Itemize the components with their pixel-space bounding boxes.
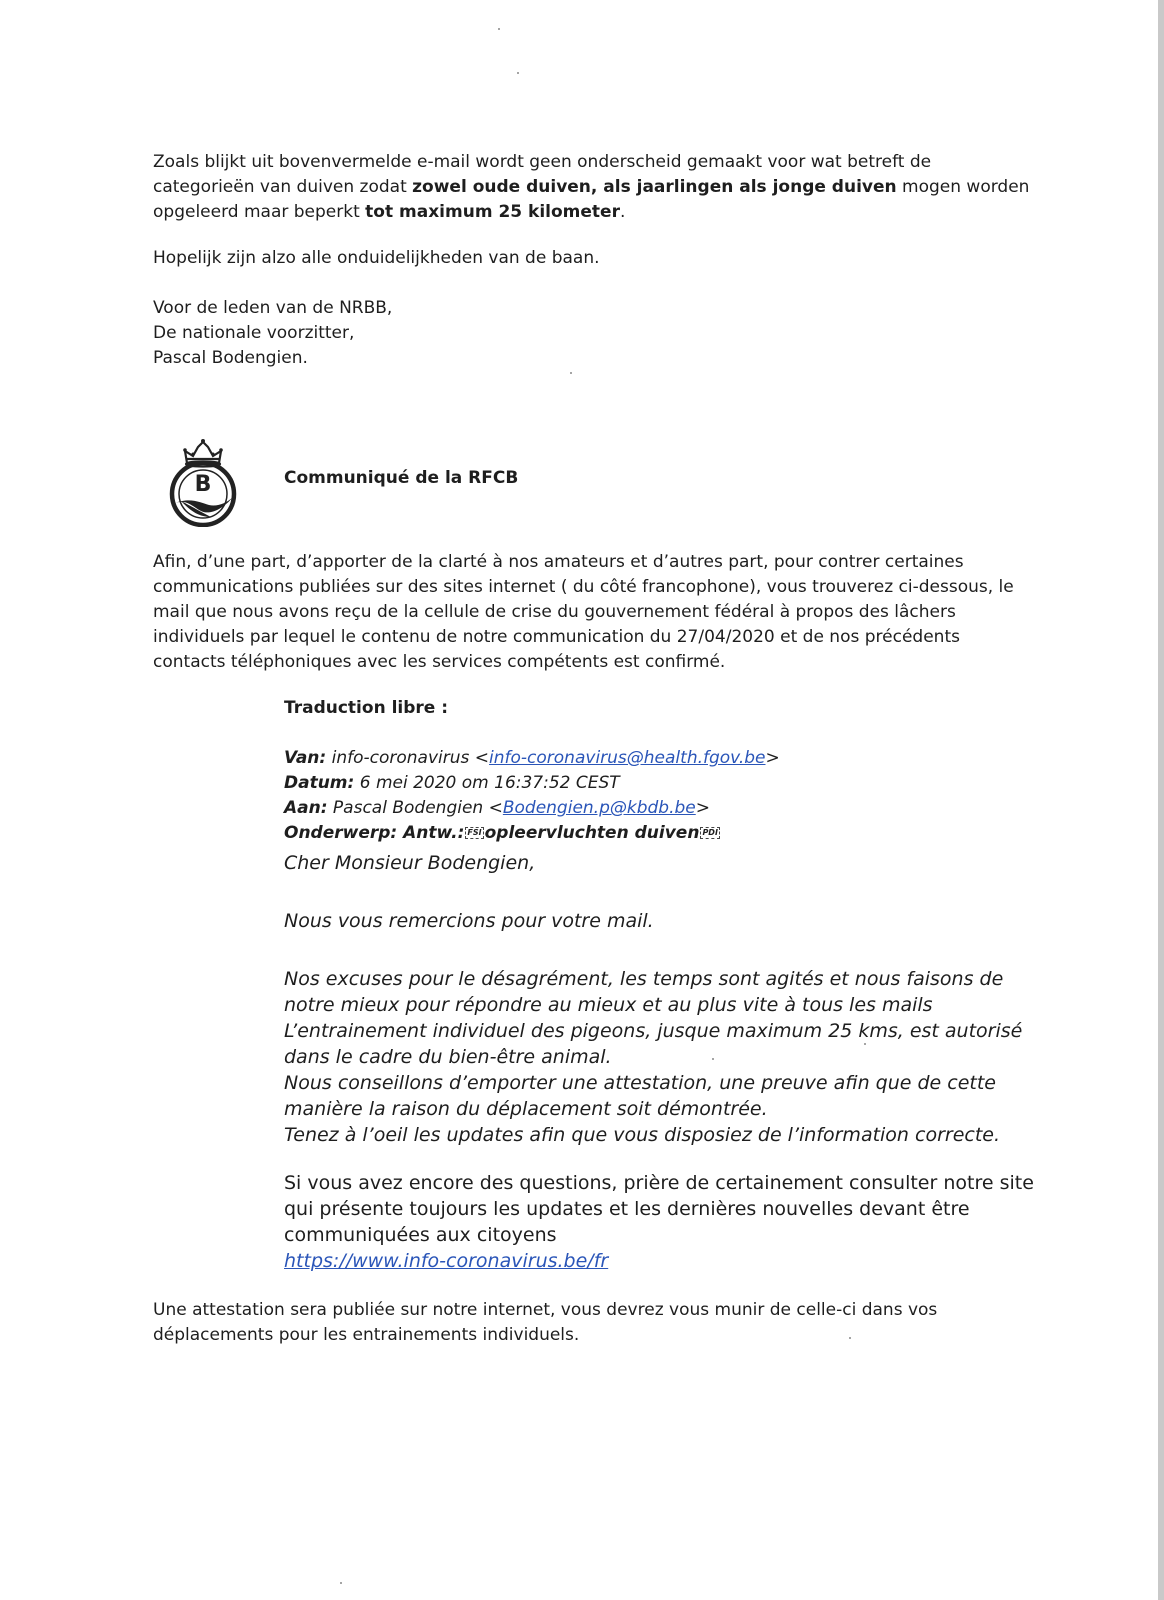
email-closing xyxy=(284,1170,1034,1274)
recipient-email-link[interactable]: Bodengien.p@kbdb.be xyxy=(502,798,696,818)
info-coronavirus-link[interactable]: https://www.info-coronavirus.be/fr xyxy=(284,1250,609,1272)
scan-speck xyxy=(517,72,519,74)
scan-speck xyxy=(849,1337,851,1339)
text-line: individuels par lequel le contenu de notre communication du 27/04/2020 et de nos précédents xyxy=(153,627,960,647)
email-thanks: Nous vous remercions pour votre mail. xyxy=(284,910,654,932)
logo-letter: B xyxy=(194,472,212,497)
signature-block xyxy=(153,296,392,371)
text-line: Nos excuses pour le désagrément, les temps sont agités et nous faisons de xyxy=(284,968,1004,990)
scan-speck xyxy=(712,1058,714,1060)
text-line: déplacements pour les entrainements individuels. xyxy=(153,1325,580,1345)
dutch-paragraph xyxy=(153,150,1029,225)
datum-value: 6 mei 2020 om 16:37:52 CEST xyxy=(354,773,620,793)
text-line: manière la raison du déplacement soit démontrée. xyxy=(284,1098,768,1120)
bold-text: tot maximum 25 kilometer xyxy=(365,202,620,222)
text-line: mogen worden xyxy=(896,177,1030,197)
text-line: Si vous avez encore des questions, prière de certainement consulter notre site xyxy=(284,1172,1034,1194)
text-line: Afin, d’une part, d’apporter de la clarté à nos amateurs et d’autres part, pour contrer certaines xyxy=(153,552,964,572)
text-line: notre mieux pour répondre au mieux et au plus vite à tous les mails xyxy=(284,994,933,1016)
fsi-tag: FSI xyxy=(467,828,482,837)
text-line: communiquées aux citoyens xyxy=(284,1224,557,1246)
text-line: Zoals blijkt uit bovenvermelde e-mail wordt geen onderscheid gemaakt voor wat betreft de xyxy=(153,152,932,172)
van-value: info-coronavirus < xyxy=(326,748,490,768)
scan-speck xyxy=(864,1043,866,1045)
title-text: Communiqué de la RFCB xyxy=(284,468,519,488)
text-line: categorieën van duiven zodat xyxy=(153,177,413,197)
text-line: Tenez à l’oeil les updates afin que vous disposiez de l’information correcte. xyxy=(284,1124,1001,1146)
scan-speck xyxy=(498,28,500,30)
text-line: communications publiées sur des sites internet ( du côté francophone), vous trouverez ci-dessous, le xyxy=(153,577,1014,597)
text-line: . xyxy=(619,202,626,222)
text-line: opgeleerd maar beperkt xyxy=(153,202,366,222)
text-line: Une attestation sera publiée sur notre internet, vous devrez vous munir de celle-ci dans vos xyxy=(153,1300,938,1320)
email-header xyxy=(284,746,780,846)
scan-speck xyxy=(340,1582,342,1584)
rfcb-logo xyxy=(163,437,243,527)
text-line: Pascal Bodengien. xyxy=(153,348,308,368)
email-greeting: Cher Monsieur Bodengien, xyxy=(284,852,536,874)
pdi-tag: PDI xyxy=(702,828,718,837)
text-fragment: > xyxy=(765,748,780,768)
text-line: contacts téléphoniques avec les services compétents est confirmé. xyxy=(153,652,726,672)
text-line: mail que nous avons reçu de la cellule de crise du gouvernement fédéral à propos des lâchers xyxy=(153,602,956,622)
aan-label: Aan: xyxy=(284,798,328,818)
van-label: Van: xyxy=(284,748,327,768)
onderwerp-label: Onderwerp: xyxy=(284,823,398,843)
email-body-paragraph xyxy=(284,966,1022,1148)
translation-label xyxy=(284,696,448,721)
intro-paragraph xyxy=(153,550,1014,675)
text-line: Nous conseillons d’emporter une attestation, une preuve afin que de cette xyxy=(284,1072,996,1094)
scan-speck xyxy=(570,372,572,374)
scan-edge xyxy=(1158,0,1164,1600)
text-line: De nationale voorzitter, xyxy=(153,323,355,343)
onderwerp-value: Antw.: xyxy=(397,823,465,843)
text-line: L’entrainement individuel des pigeons, jusque maximum 25 kms, est autorisé xyxy=(284,1020,1023,1042)
text-line: dans le cadre du bien-être animal. xyxy=(284,1046,612,1068)
datum-label: Datum: xyxy=(284,773,355,793)
text-line: qui présente toujours les updates et les dernières nouvelles devant être xyxy=(284,1198,970,1220)
sender-email-link[interactable]: info-coronavirus@health.fgov.be xyxy=(489,748,766,768)
label-text: Traduction libre : xyxy=(284,698,449,718)
text-fragment: > xyxy=(695,798,710,818)
text-line: Voor de leden van de NRBB, xyxy=(153,298,393,318)
communique-title xyxy=(284,466,518,491)
dutch-paragraph-2: Hopelijk zijn alzo alle onduidelijkheden van de baan. xyxy=(153,248,600,268)
footer-paragraph xyxy=(153,1298,937,1348)
bold-text: zowel oude duiven, als jaarlingen als jonge duiven xyxy=(412,177,897,197)
aan-value: Pascal Bodengien < xyxy=(327,798,503,818)
onderwerp-subject: opleervluchten duiven xyxy=(484,823,700,843)
